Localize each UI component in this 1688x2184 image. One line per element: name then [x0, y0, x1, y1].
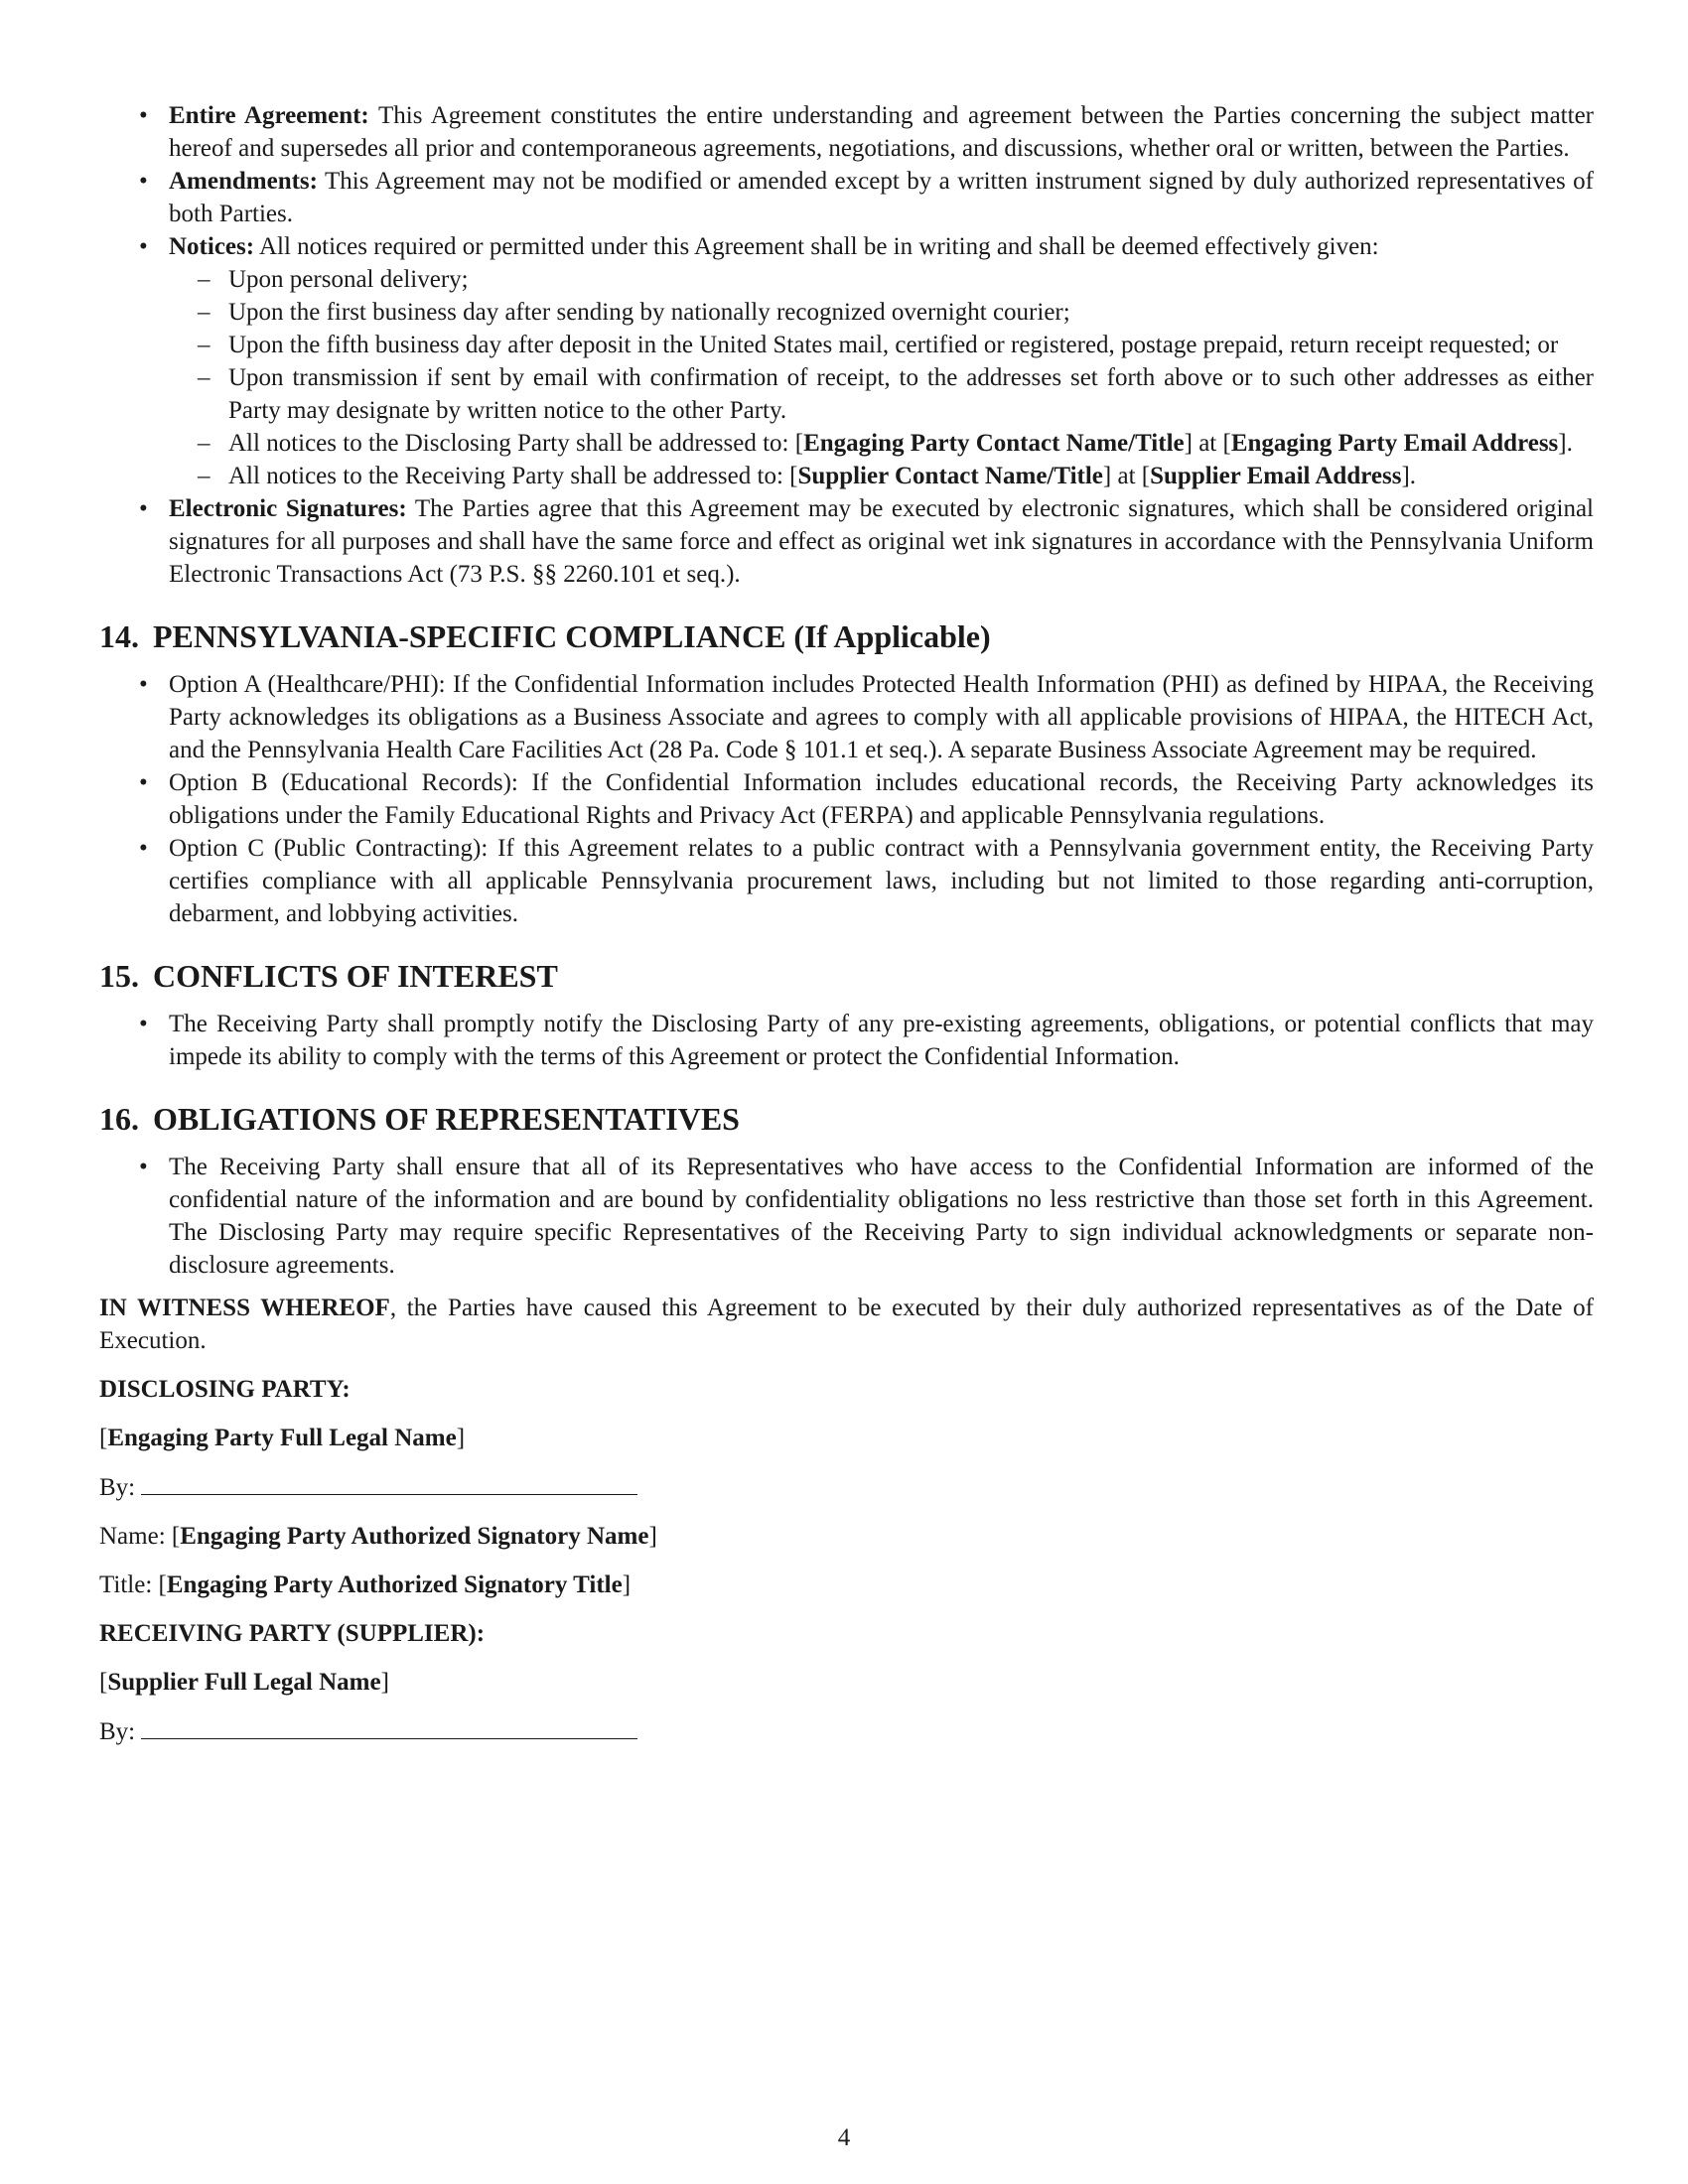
sublist-item: – Upon transmission if sent by email with confirmation of receipt, to the addresses set forth above or to such other addresses as either Party may designate by written notice to the other Party.	[228, 361, 1594, 427]
section-heading-16	[99, 1099, 1594, 1139]
witness-text: , the Parties have caused this Agreement to be executed by their duly authorized representatives as of the Date of Execution.	[99, 1295, 1595, 1354]
receiving-party-heading: RECEIVING PARTY (SUPPLIER):	[99, 1620, 486, 1647]
list-item-label: Amendments:	[169, 168, 318, 195]
signatory-title-placeholder: Engaging Party Authorized Signatory Title	[166, 1571, 623, 1598]
disclosing-email-placeholder: Engaging Party Email Address	[1230, 430, 1559, 457]
notices-sublist	[169, 263, 1594, 492]
list-item: • Option A (Healthcare/PHI): If the Confidential Information includes Protected Health Information (PHI) as defined by HIPAA, the Receiving Party acknowledges its obligations as a Business Associate and agrees to comply with all applicable provisions of HIPAA, the HITECH Act, and the Pennsylvania Health Care Facilities Act (28 Pa. Code § 101.1 et seq.). A separate Business Associate Agreement may be required.	[169, 668, 1594, 766]
section-heading-15	[99, 956, 1594, 996]
sublist-item: – Upon the fifth business day after deposit in the United States mail, certified or registered, postage prepaid, return receipt requested; or	[228, 329, 1594, 361]
sublist-item: – Upon the first business day after sending by nationally recognized overnight courier;	[228, 296, 1594, 329]
list-item-text: All notices required or permitted under this Agreement shall be in writing and shall be deemed effectively given:	[258, 233, 1379, 260]
disclosing-name-line	[99, 1520, 1594, 1553]
bracket-close: ]	[622, 1571, 632, 1598]
disclosing-contact-placeholder: Engaging Party Contact Name/Title	[803, 430, 1185, 457]
receiving-contact-placeholder: Supplier Contact Name/Title	[797, 463, 1103, 489]
notice-suffix: ].	[1401, 463, 1417, 489]
list-item-label: Notices:	[169, 233, 255, 260]
disclosing-title-line	[99, 1569, 1594, 1601]
list-item-label: Electronic Signatures:	[169, 495, 407, 522]
list-item-entire-agreement	[169, 99, 1594, 165]
sublist-item-disclosing-address	[228, 427, 1594, 460]
general-provisions-list	[99, 99, 1594, 591]
disclosing-party-heading: DISCLOSING PARTY:	[99, 1376, 351, 1403]
bracket-open: [	[171, 1523, 181, 1550]
signatory-name-placeholder: Engaging Party Authorized Signatory Name	[180, 1523, 649, 1550]
receiving-by-line	[99, 1714, 1594, 1748]
section-number: 14.	[99, 618, 139, 654]
bracket-close: ]	[456, 1425, 466, 1451]
notice-mid: ] at [	[1102, 463, 1151, 489]
by-label: By:	[99, 1474, 136, 1501]
notice-mid: ] at [	[1184, 430, 1231, 457]
list-item: • Option B (Educational Records): If the Confidential Information includes educational records, the Receiving Party acknowledges its obligations under the Family Educational Rights and Privacy Act (FERPA) and applicable Pennsylvania regulations.	[169, 766, 1594, 832]
section-title: PENNSYLVANIA-SPECIFIC COMPLIANCE (If Applicable)	[153, 618, 991, 654]
by-label: By:	[99, 1718, 136, 1745]
list-item-electronic-signatures	[169, 492, 1594, 591]
section-title: CONFLICTS OF INTEREST	[153, 958, 558, 994]
bracket-open: [	[158, 1571, 167, 1598]
receiving-legal-name	[99, 1666, 1594, 1699]
name-label: Name:	[99, 1523, 166, 1550]
bracket-open: [	[99, 1669, 108, 1696]
list-item: • Option C (Public Contracting): If this Agreement relates to a public contract with a Pennsylvania government entity, the Receiving Party certifies compliance with all applicable Pennsylvania procurement laws, including but not limited to those regarding anti-corruption, debarment, and lobbying activities.	[169, 832, 1594, 930]
bracket-open: [	[99, 1425, 108, 1451]
section-15-list	[99, 1008, 1594, 1073]
section-number: 15.	[99, 958, 139, 994]
notice-suffix: ].	[1558, 430, 1573, 457]
list-item-label: Entire Agreement:	[169, 102, 369, 129]
disclosing-by-line	[99, 1470, 1594, 1504]
witness-clause	[99, 1292, 1594, 1357]
section-14-list	[99, 668, 1594, 930]
sublist-item: – Upon personal delivery;	[228, 263, 1594, 296]
bracket-close: ]	[648, 1523, 657, 1550]
receiving-signature-block	[99, 1617, 1594, 1748]
disclosing-signature-block	[99, 1373, 1594, 1601]
list-item: • The Receiving Party shall ensure that all of its Representatives who have access to the Confidential Information are informed of the confidential nature of the information and are bound by confidentiality obligations no less restrictive than those set forth in this Agreement. The Disclosing Party may require specific Representatives of the Receiving Party to sign individual acknowledgments or separate non-disclosure agreements.	[169, 1151, 1594, 1282]
list-item-amendments	[169, 165, 1594, 230]
list-item-text: The Parties agree that this Agreement may be executed by electronic signatures, which shall be considered original signatures for all purposes and shall have the same force and effect as original wet ink signatures in accordance with the Pennsylvania Uniform Electronic Transactions Act (73 P.S. §§ 2260.101 et seq.).	[169, 495, 1594, 588]
section-number: 16.	[99, 1101, 139, 1137]
title-label: Title:	[99, 1571, 153, 1598]
section-title: OBLIGATIONS OF REPRESENTATIVES	[153, 1101, 740, 1137]
notice-prefix: All notices to the Receiving Party shall be addressed to: [	[228, 463, 798, 489]
signature-line[interactable]	[141, 1470, 637, 1495]
section-16-list	[99, 1151, 1594, 1282]
sublist-item-receiving-address	[228, 460, 1594, 492]
bracket-close: ]	[380, 1669, 389, 1696]
notice-prefix: All notices to the Disclosing Party shall be addressed to: [	[228, 430, 804, 457]
list-item: • The Receiving Party shall promptly notify the Disclosing Party of any pre-existing agreements, obligations, or potential conflicts that may impede its ability to comply with the terms of this Agreement or protect the Confidential Information.	[169, 1008, 1594, 1073]
section-heading-14	[99, 616, 1594, 656]
disclosing-legal-name	[99, 1422, 1594, 1454]
list-item-text: This Agreement constitutes the entire understanding and agreement between the Parties concerning the subject matter hereof and supersedes all prior and contemporaneous agreements, negotiations, and discussions, whether oral or written, between the Parties.	[169, 102, 1594, 162]
witness-lead: IN WITNESS WHEREOF	[99, 1295, 390, 1321]
list-item-notices	[169, 230, 1594, 492]
signature-line[interactable]	[141, 1714, 637, 1739]
disclosing-legal-name-placeholder: Engaging Party Full Legal Name	[107, 1425, 457, 1451]
receiving-email-placeholder: Supplier Email Address	[1150, 463, 1402, 489]
document-page	[99, 99, 1594, 1748]
list-item-text: This Agreement may not be modified or amended except by a written instrument signed by duly authorized representatives of both Parties.	[169, 168, 1594, 227]
page-number: 4	[837, 2124, 851, 2151]
receiving-legal-name-placeholder: Supplier Full Legal Name	[107, 1669, 381, 1696]
